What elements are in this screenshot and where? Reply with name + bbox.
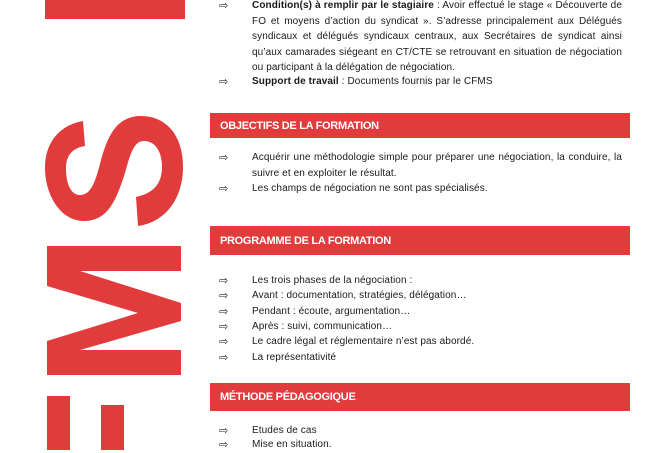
- list-item-text: [252, 0, 622, 76]
- section-header-methode: [210, 383, 630, 411]
- list-item-text: Mise en situation.: [252, 439, 332, 450]
- section-title: PROGRAMME DE LA FORMATION: [220, 234, 391, 247]
- white-right-arrow-icon: ⇨: [219, 350, 229, 364]
- list-item: [210, 334, 622, 350]
- section-title: MÉTHODE PÉDAGOGIQUE: [220, 391, 356, 403]
- list-item-text: Les trois phases de la négociation :: [252, 275, 413, 286]
- section-title: OBJECTIFS DE LA FORMATION: [220, 119, 379, 132]
- list-item-conditions: [210, 0, 622, 76]
- list-item-text: Pendant : écoute, argumentation…: [252, 305, 411, 317]
- white-right-arrow-icon: ⇨: [219, 304, 229, 318]
- white-right-arrow-icon: ⇨: [219, 151, 229, 164]
- white-right-arrow-icon: ⇨: [219, 438, 229, 451]
- list-item: [210, 437, 622, 453]
- list-item-text: Les champs de négociation ne sont pas spécialisés.: [252, 183, 488, 194]
- cfms-logo: [0, 0, 210, 450]
- section-header-objectifs: [210, 113, 630, 138]
- support-text: : Documents fournis par le CFMS: [338, 76, 493, 87]
- white-right-arrow-icon: ⇨: [219, 335, 229, 349]
- white-right-arrow-icon: ⇨: [219, 424, 229, 437]
- logo-letter-f-arm-mid: [101, 405, 124, 450]
- list-item-text: [252, 74, 622, 90]
- section-header-programme: [210, 226, 630, 255]
- list-item: [210, 150, 622, 181]
- white-right-arrow-icon: ⇨: [219, 274, 229, 287]
- list-item-text: Avant : documentation, stratégies, délégation…: [252, 290, 467, 302]
- white-right-arrow-icon: ⇨: [219, 182, 229, 195]
- list-item: [210, 304, 622, 320]
- white-right-arrow-icon: ⇨: [219, 75, 229, 88]
- list-item-text: La représentativité: [252, 351, 337, 363]
- list-item: [210, 350, 622, 366]
- list-item: [210, 181, 622, 197]
- list-item: [210, 273, 622, 289]
- list-item-text: Le cadre légal et réglementaire n’est pas abordé.: [252, 336, 475, 348]
- logo-letter-m: [47, 246, 181, 375]
- conditions-text: : Avoir effectué le stage « Découverte de FO et moyens d’action du syndicat ». S’adresse principalement aux Délégués syndicaux et délégués syndicaux centraux, aux Secrétaires de syndicat ainsi qu’aux camarades siégeant en CT/CTE se retrouvant en situation de négociation ou participant à la délégation de négociation.: [252, 0, 622, 73]
- white-right-arrow-icon: ⇨: [219, 319, 229, 333]
- list-item-support: [210, 74, 622, 90]
- logo-letter-f-arm-top: [47, 396, 70, 450]
- logo-letter-top-partial: [45, 0, 185, 19]
- white-right-arrow-icon: ⇨: [219, 289, 229, 303]
- logo-letter-s: [45, 116, 183, 226]
- conditions-label: Condition(s) à remplir par le stagiaire: [252, 0, 434, 11]
- list-item-text: Etudes de cas: [252, 425, 317, 436]
- list-item-text: Acquérir une méthodologie simple pour préparer une négociation, la conduire, la suivre et en exploiter le résultat.: [252, 152, 622, 179]
- white-right-arrow-icon: ⇨: [219, 0, 229, 12]
- list-item-text: Après : suivi, communication…: [252, 320, 393, 332]
- list-item: [210, 288, 622, 304]
- support-label: Support de travail: [252, 76, 339, 87]
- list-item: [210, 319, 622, 335]
